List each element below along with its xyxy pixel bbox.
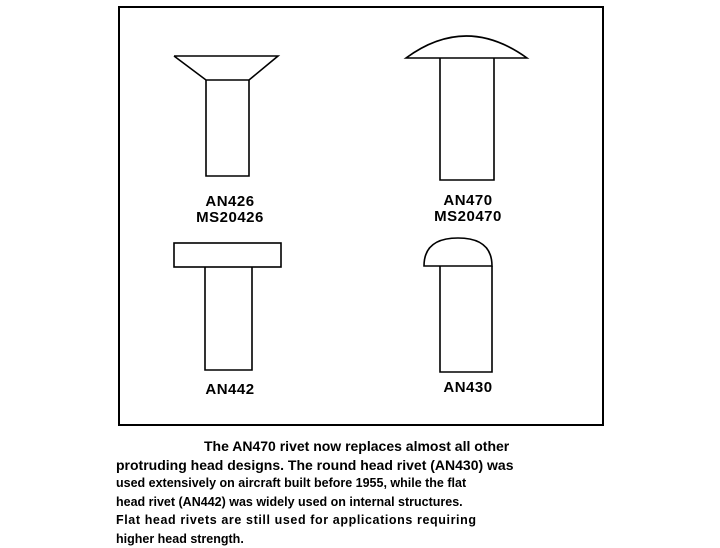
- caption-line: The AN470 rivet now replaces almost all other: [116, 437, 606, 456]
- universal-rivet-label-an: AN470: [398, 193, 538, 209]
- countersunk-rivet-shank: [206, 80, 249, 176]
- universal-rivet-label-ms: MS20470: [398, 209, 538, 225]
- flat-head-rivet-head: [174, 243, 281, 267]
- flat-head-rivet-label: [160, 382, 300, 398]
- universal-rivet-shank: [440, 58, 494, 180]
- caption-line: used extensively on aircraft built before 1955, while the flat: [116, 474, 606, 493]
- round-head-rivet-label: [398, 380, 538, 396]
- round-head-rivet-drawing: [424, 238, 492, 372]
- caption-line: protruding head designs. The round head rivet (AN430) was: [116, 456, 606, 475]
- caption-line: higher head strength.: [116, 530, 606, 548]
- caption-line: head rivet (AN442) was widely used on internal structures.: [116, 493, 606, 512]
- countersunk-rivet-label-an: AN426: [160, 194, 300, 210]
- figure-caption: [116, 437, 606, 548]
- countersunk-rivet-label: [160, 194, 300, 226]
- round-head-rivet-shank: [440, 266, 492, 372]
- universal-rivet-head: [406, 36, 527, 58]
- flat-head-rivet-label-an: AN442: [160, 382, 300, 398]
- universal-rivet-drawing: [406, 36, 527, 180]
- round-head-rivet-label-an: AN430: [398, 380, 538, 396]
- countersunk-rivet-drawing: [174, 56, 278, 176]
- caption-line: Flat head rivets are still used for applications requiring: [116, 511, 606, 530]
- flat-head-rivet-shank: [205, 267, 252, 370]
- universal-rivet-label: [398, 193, 538, 225]
- countersunk-rivet-label-ms: MS20426: [160, 210, 300, 226]
- round-head-rivet-head: [424, 238, 492, 266]
- flat-head-rivet-drawing: [174, 243, 281, 370]
- countersunk-rivet-head: [174, 56, 278, 80]
